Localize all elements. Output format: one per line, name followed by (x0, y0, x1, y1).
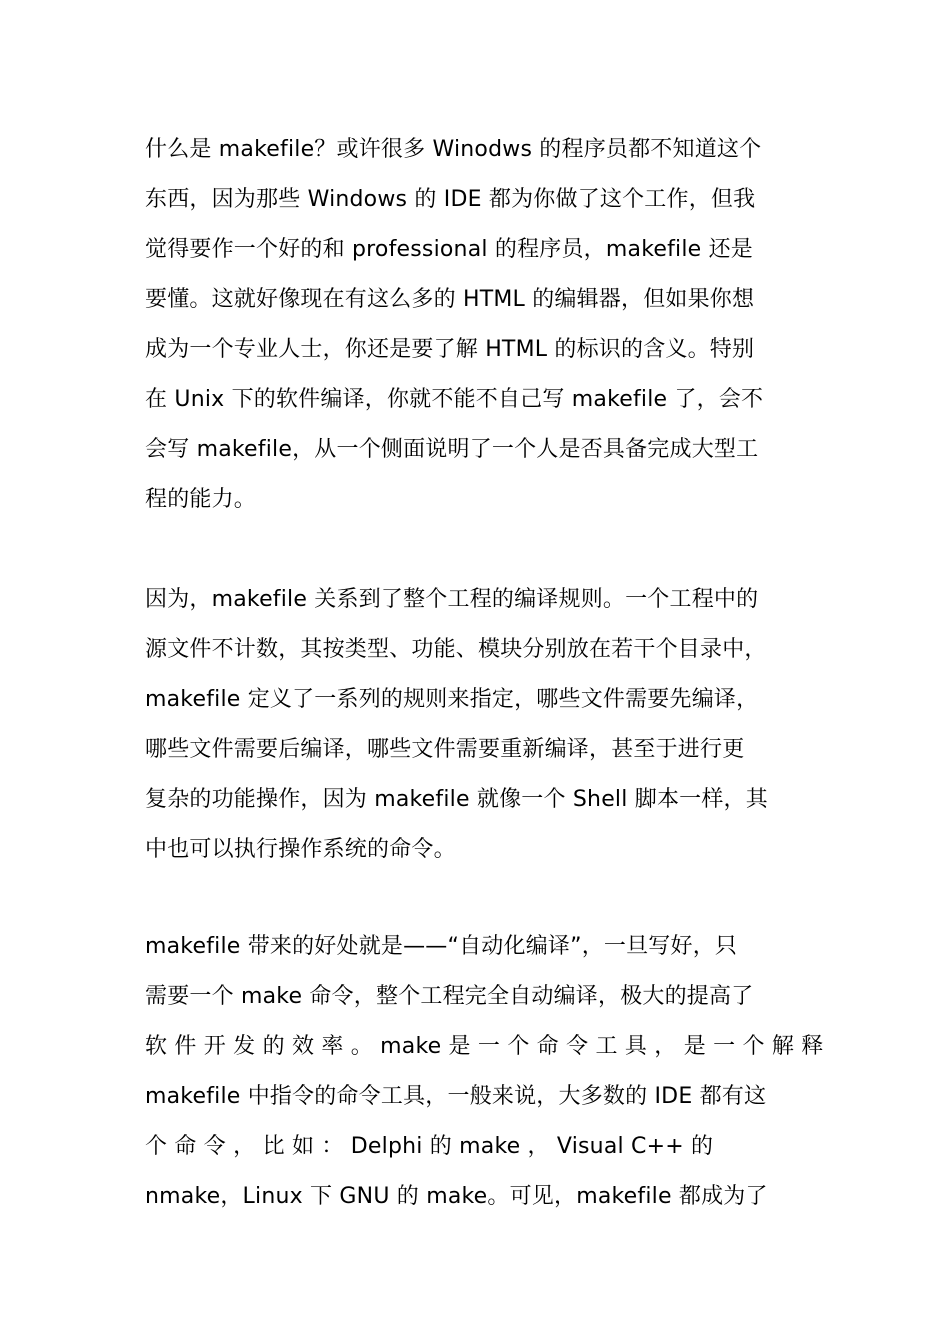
text-line: 个 命 令 ， 比 如 ： Delphi 的 make ， Visual C++ 的 (145, 1134, 714, 1159)
text-line: 中也可以执行操作系统的命令。 (145, 837, 456, 862)
text-line: 因为，makefile 关系到了整个工程的编译规则。一个工程中的 (145, 587, 759, 612)
paragraph-compile-rules (145, 575, 825, 875)
text-line: makefile 中指令的命令工具，一般来说，大多数的 IDE 都有这 (145, 1084, 767, 1109)
text-line: 东西，因为那些 Windows 的 IDE 都为你做了这个工作，但我 (145, 187, 756, 212)
paragraph-makefile-intro (145, 125, 825, 525)
text-line: makefile 定义了一系列的规则来指定，哪些文件需要先编译， (145, 687, 759, 712)
text-line: 复杂的功能操作，因为 makefile 就像一个 Shell 脚本一样，其 (145, 787, 768, 812)
text-line: 程的能力。 (145, 487, 257, 512)
text-line: 成为一个专业人士，你还是要了解 HTML 的标识的含义。特别 (145, 337, 755, 362)
text-line: 觉得要作一个好的和 professional 的程序员，makefile 还是 (145, 237, 753, 262)
text-line: 什么是 makefile？或许很多 Winodws 的程序员都不知道这个 (145, 137, 762, 162)
text-line: 源文件不计数，其按类型、功能、模块分别放在若干个目录中， (145, 637, 767, 662)
text-line: 哪些文件需要后编译，哪些文件需要重新编译，甚至于进行更 (145, 737, 745, 762)
text-line: makefile 带来的好处就是——“自动化编译”，一旦写好，只 (145, 934, 738, 959)
text-line: 需要一个 make 命令，整个工程完全自动编译，极大的提高了 (145, 984, 754, 1009)
text-line: 软 件 开 发 的 效 率 。 make 是 一 个 命 令 工 具 ， 是 一 个 解 释 (145, 1034, 824, 1059)
text-line: 在 Unix 下的软件编译，你就不能不自己写 makefile 了，会不 (145, 387, 764, 412)
text-line: 会写 makefile，从一个侧面说明了一个人是否具备完成大型工 (145, 437, 759, 462)
text-line: 要懂。这就好像现在有这么多的 HTML 的编辑器，但如果你想 (145, 287, 755, 312)
paragraph-automation-benefits (145, 922, 825, 1222)
text-line: nmake，Linux 下 GNU 的 make。可见，makefile 都成为了 (145, 1184, 768, 1209)
